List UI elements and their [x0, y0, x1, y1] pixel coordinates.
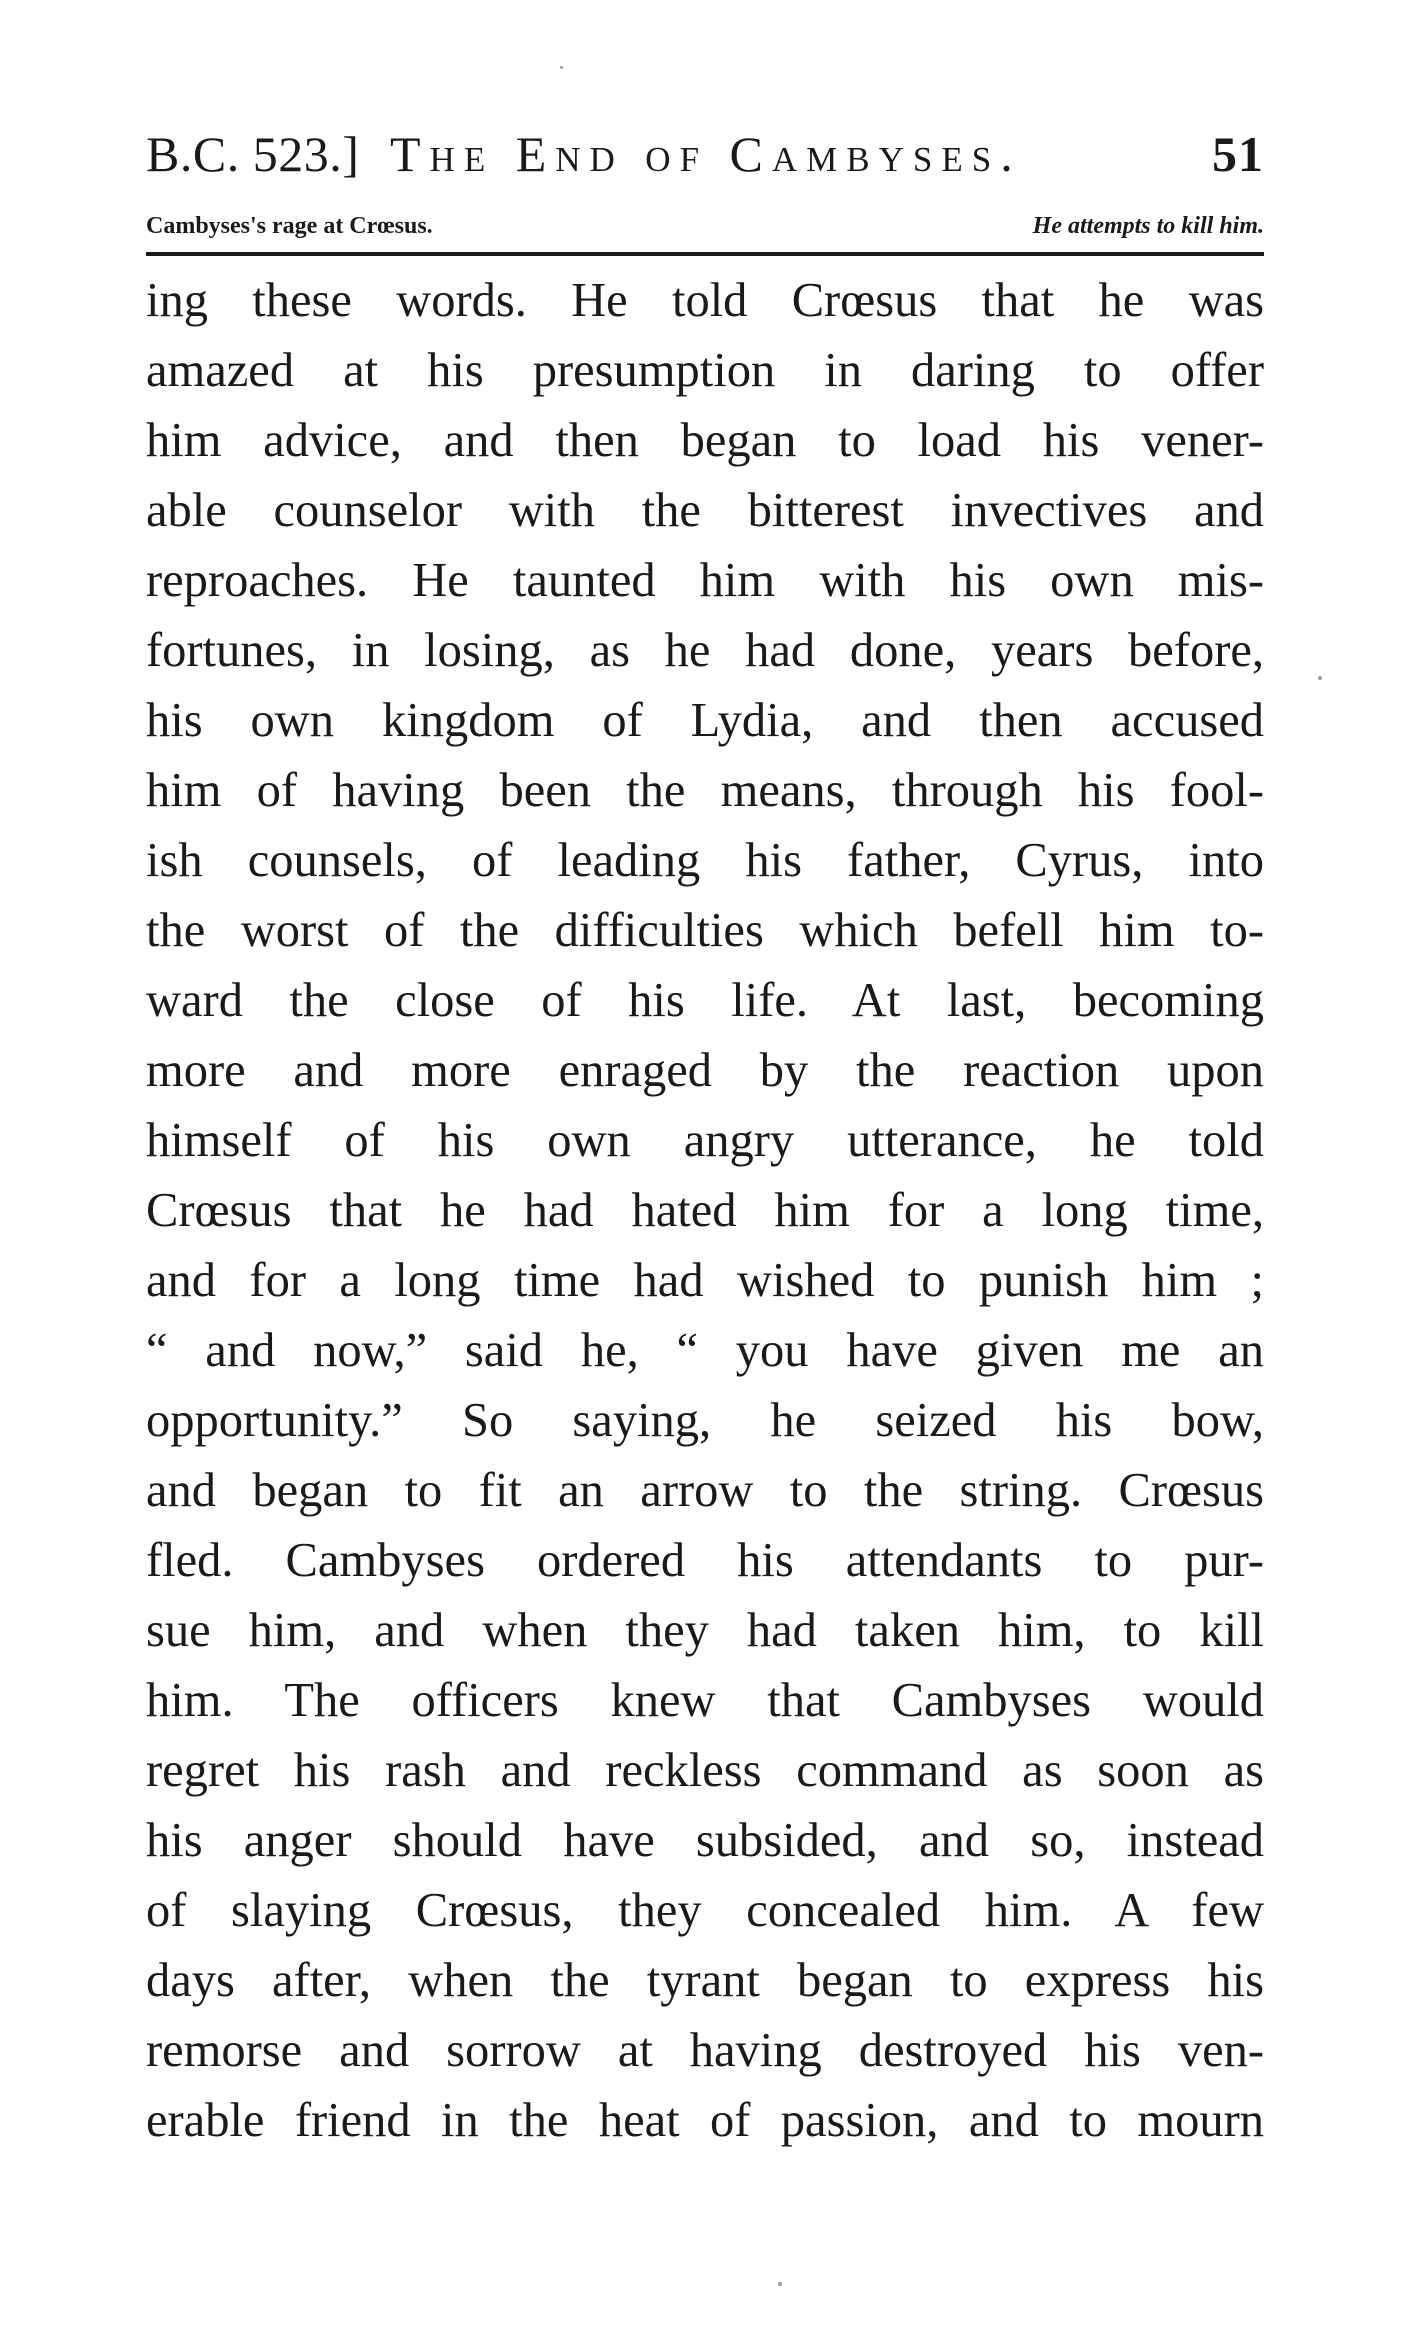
book-page: [146, 118, 1264, 2156]
text-line: remorse and sorrow at having destroyed his ven-: [146, 2024, 1264, 2077]
paper-speck: [778, 2282, 782, 2286]
marginal-subheads: [146, 208, 1264, 244]
text-line: amazed at his presumption in daring to offer: [146, 344, 1264, 397]
text-line: of slaying Crœsus, they concealed him. A few: [146, 1884, 1264, 1937]
text-line: opportunity.” So saying, he seized his bow,: [146, 1394, 1264, 1447]
body-text: [146, 266, 1264, 2156]
paper-speck: [1318, 676, 1322, 680]
text-line: Crœsus that he had hated him for a long time,: [146, 1184, 1264, 1237]
text-line: fortunes, in losing, as he had done, years before,: [146, 624, 1264, 677]
header-rule: [146, 252, 1264, 256]
text-line: himself of his own angry utterance, he told: [146, 1114, 1264, 1167]
text-line: more and more enraged by the reaction upon: [146, 1044, 1264, 1097]
text-line: “ and now,” said he, “ you have given me an: [146, 1324, 1264, 1377]
text-line: regret his rash and reckless command as soon as: [146, 1744, 1264, 1797]
paper-speck: [560, 66, 563, 69]
subhead-right: He attempts to kill him.: [1032, 213, 1264, 239]
text-line: erable friend in the heat of passion, and to mourn: [146, 2094, 1264, 2147]
text-line: ing these words. He told Crœsus that he was: [146, 274, 1264, 327]
text-line: him advice, and then began to load his vener-: [146, 414, 1264, 467]
text-line: sue him, and when they had taken him, to kill: [146, 1604, 1264, 1657]
text-line: ward the close of his life. At last, becoming: [146, 974, 1264, 1027]
running-head-title: The End of Cambyses.: [390, 126, 1022, 182]
running-head-date: B.C. 523.]: [146, 126, 360, 182]
running-head: [146, 118, 1264, 190]
text-line: and for a long time had wished to punish him ;: [146, 1254, 1264, 1307]
text-line: ish counsels, of leading his father, Cyrus, into: [146, 834, 1264, 887]
text-line: and began to fit an arrow to the string. Crœsus: [146, 1464, 1264, 1517]
text-line: fled. Cambyses ordered his attendants to pur-: [146, 1534, 1264, 1587]
text-line: him. The officers knew that Cambyses would: [146, 1674, 1264, 1727]
text-line: able counselor with the bitterest invectives and: [146, 484, 1264, 537]
text-line: him of having been the means, through his fool-: [146, 764, 1264, 817]
text-line: his anger should have subsided, and so, instead: [146, 1814, 1264, 1867]
page-number: 51: [1212, 126, 1264, 182]
text-line: days after, when the tyrant began to express his: [146, 1954, 1264, 2007]
text-line: reproaches. He taunted him with his own mis-: [146, 554, 1264, 607]
text-line: his own kingdom of Lydia, and then accused: [146, 694, 1264, 747]
subhead-left: Cambyses's rage at Crœsus.: [146, 213, 433, 239]
text-line: the worst of the difficulties which befell him to-: [146, 904, 1264, 957]
